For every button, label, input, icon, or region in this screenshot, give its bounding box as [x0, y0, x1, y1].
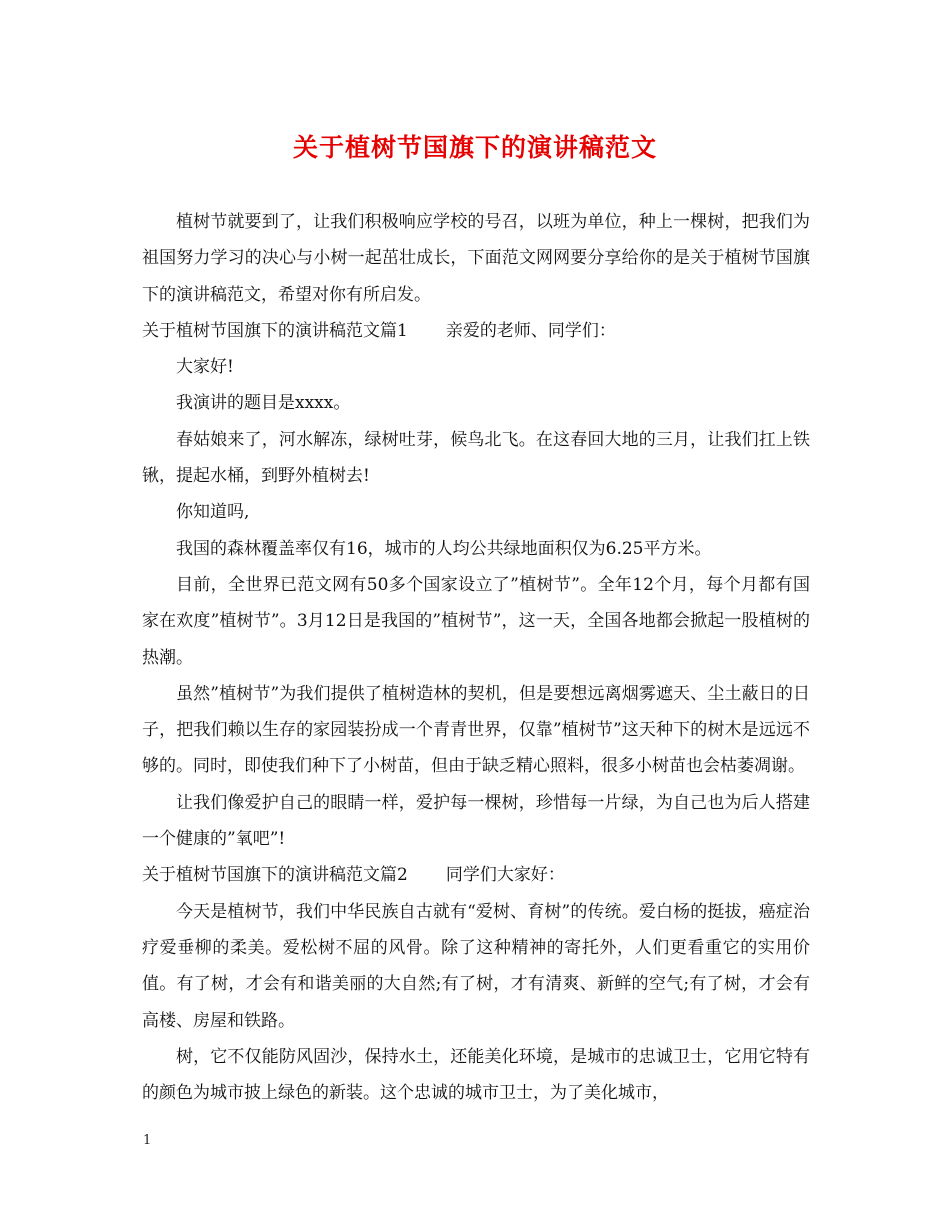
- section-1-heading: 关于植树节国旗下的演讲稿范文篇1: [142, 320, 408, 341]
- page-number: 1: [143, 1133, 152, 1148]
- section-1-heading-line: [142, 313, 810, 349]
- section-1-paragraph: 春姑娘来了，河水解冻，绿树吐芽，候鸟北飞。在这春回大地的三月，让我们扛上铁锹，提起水桶，到野外植树去!: [142, 429, 810, 487]
- section-2-paragraph: 今天是植树节，我们中华民族自古就有“爱树、育树”的传统。爱白杨的挺拔，癌症治疗爱垂柳的柔美。爱松树不屈的风骨。除了这种精神的寄托外，人们更看重它的实用价值。有了树，才会有和谐美丽的大自然;有了树，才有清爽、新鲜的空气;有了树，才会有高楼、房屋和铁路。: [142, 901, 810, 1031]
- section-1-paragraph: 我国的森林覆盖率仅有16，城市的人均公共绿地面积仅为6.25平方米。: [176, 538, 712, 559]
- section-2-heading: 关于植树节国旗下的演讲稿范文篇2: [142, 865, 408, 886]
- section-1-paragraph: 你知道吗,: [176, 502, 250, 523]
- section-1-paragraph: 大家好!: [176, 357, 234, 378]
- section-2-salutation: 同学们大家好：: [445, 865, 565, 886]
- section-1-salutation: 亲爱的老师、同学们：: [445, 320, 616, 341]
- section-1-paragraph: 让我们像爱护自己的眼睛一样，爱护每一棵树，珍惜每一片绿，为自己也为后人搭建一个健康的”氧吧”!: [142, 792, 810, 850]
- section-1-paragraph: 虽然”植树节”为我们提供了植树造林的契机，但是要想远离烟雾遮天、尘土蔽日的日子，把我们赖以生存的家园装扮成一个青青世界，仅靠”植树节”这天种下的树木是远远不够的。同时，即使我们种下了小树苗，但由于缺乏精心照料，很多小树苗也会枯萎凋谢。: [142, 683, 810, 777]
- section-2-paragraph: 树，它不仅能防风固沙，保持水土，还能美化环境，是城市的忠诚卫士，它用它特有的颜色为城市披上绿色的新装。这个忠诚的城市卫士，为了美化城市，: [142, 1046, 810, 1104]
- document-body: [142, 204, 810, 1111]
- section-1-paragraph: 目前，全世界已范文网有50多个国家设立了”植树节”。全年12个月，每个月都有国家在欢度”植树节”。3月12日是我国的”植树节”，这一天，全国各地都会掀起一股植树的热潮。: [142, 574, 810, 668]
- section-1-paragraph: 我演讲的题目是xxxx。: [176, 393, 351, 414]
- intro-paragraph: 植树节就要到了，让我们积极响应学校的号召，以班为单位，种上一棵树，把我们为祖国努力学习的决心与小树一起茁壮成长，下面范文网网要分享给你的是关于植树节国旗下的演讲稿范文，希望对你有所启发。: [142, 212, 810, 305]
- document-title: 关于植树节国旗下的演讲稿范文: [292, 133, 657, 162]
- section-2-heading-line: [142, 857, 810, 893]
